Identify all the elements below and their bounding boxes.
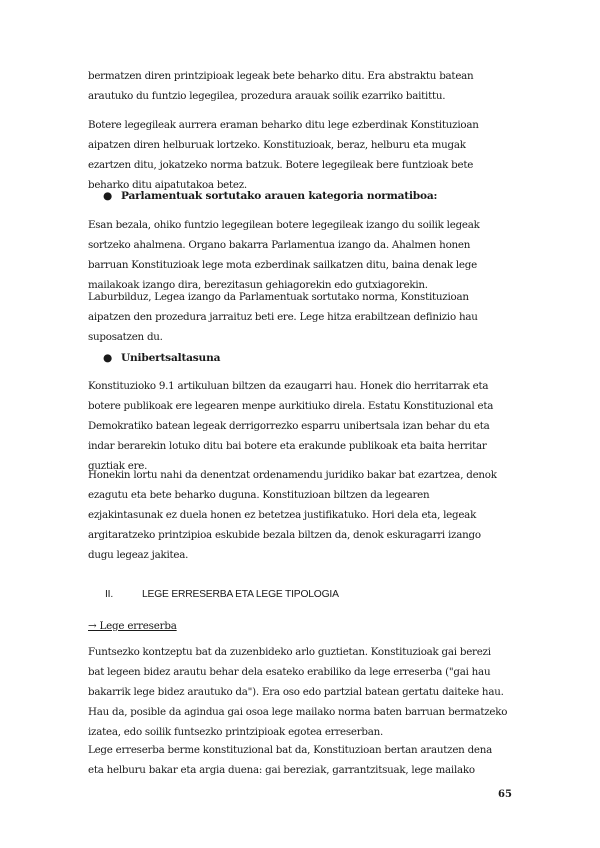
- page-number: 65: [498, 789, 512, 800]
- text-line: barruan Konstituzioak lege mota ezberdinak sailkatzen ditu, baina denak lege: [88, 259, 477, 271]
- paragraph-6: [88, 465, 518, 565]
- bullet-item-unibertsaltasuna: [103, 348, 220, 368]
- text-line: aipatzen den prozedura jarraituz beti ere. Lege hitza erabiltzean definizio hau: [88, 311, 478, 323]
- paragraph-8: [88, 740, 518, 780]
- text-line: izatea, edo soilik funtsezko printzipioak egotea erreserban.: [88, 726, 384, 738]
- text-line: Demokratiko batean legeak derrigorrezko esparru unibertsala izan behar du eta: [88, 420, 490, 432]
- text-line: Laburbilduz, Legea izango da Parlamentuak sortutako norma, Konstituzioan: [88, 291, 469, 303]
- text-line: beharko ditu aipatutakoa betez.: [88, 179, 247, 191]
- paragraph-4: [88, 287, 518, 347]
- text-line: botere publikoak ere legearen menpe aurkitiuko direla. Estatu Konstituzional eta: [88, 400, 494, 412]
- text-line: sortzeko ahalmena. Organo bakarra Parlamentua izango da. Ahalmen honen: [88, 239, 471, 251]
- paragraph-5: [88, 376, 518, 476]
- paragraph-7: [88, 642, 518, 742]
- bullet-dot-icon: ●: [103, 352, 113, 364]
- paragraph-3: [88, 215, 518, 295]
- paragraph-1: [88, 66, 518, 106]
- text-line: bat legeen bidez arautu behar dela esateko erabiliko da lege erreserba ("gai hau: [88, 666, 491, 678]
- text-line: bakarrik lege bidez arautuko da"). Era oso edo partzial batean gertatu daiteke hau.: [88, 686, 504, 698]
- text-line: arautuko du funtzio legegilea, prozedura arauak soilik ezarriko baitittu.: [88, 90, 446, 102]
- text-line: bermatzen diren printzipioak legeak bete beharko ditu. Era abstraktu batean: [88, 70, 474, 82]
- text-line: ezjakintasunak ez duela honen ez betetzea justifikatuko. Hori dela eta, legeak: [88, 509, 477, 521]
- bullet-item-categoria: [103, 186, 437, 206]
- text-line: eta helburu bakar eta argia duena: gai bereziak, garrantzitsuak, lege mailako: [88, 764, 475, 776]
- text-line: Esan bezala, ohiko funtzio legegilean botere legegileak izango du soilik legeak: [88, 219, 480, 231]
- paragraph-2: [88, 115, 518, 195]
- text-line: Hau da, posible da agindua gai osoa lege mailako norma baten barruan bermatzeko: [88, 706, 508, 718]
- text-line: indar berarekin lotuko ditu bai botere eta erakunde publikoak eta baita herritar: [88, 440, 487, 452]
- text-line: ezartzen ditu, jokatzeko norma batzuk. Botere legegileak bere funtzioak bete: [88, 159, 474, 171]
- text-line: ezagutu eta bete beharko duguna. Konstituzioan biltzen da legearen: [88, 489, 430, 501]
- text-line: Funtsezko kontzeptu bat da zuzenbideko arlo guztietan. Konstituzioak gai berezi: [88, 646, 491, 658]
- section-number: II.: [105, 589, 113, 600]
- text-line: Lege erreserba berme konstituzional bat da, Konstituzioan bertan arautzen dena: [88, 744, 493, 756]
- bullet-label: Parlamentuak sortutako arauen kategoria normatiboa:: [121, 190, 438, 202]
- section-title: LEGE ERRESERBA ETA LEGE TIPOLOGIA: [142, 589, 339, 600]
- bullet-label: Unibertsaltasuna: [121, 352, 221, 364]
- bullet-dot-icon: ●: [103, 190, 113, 202]
- text-line: Konstituzioko 9.1 artikuluan biltzen da ezaugarri hau. Honek dio herritarrak eta: [88, 380, 489, 392]
- text-line: Botere legegileak aurrera eraman beharko ditu lege ezberdinak Konstituzioan: [88, 119, 479, 131]
- text-line: mailakoak izango dira, berezitasun gehiagorekin edo gutxiagorekin.: [88, 279, 428, 291]
- text-line: dugu legeaz jakitea.: [88, 549, 189, 561]
- text-line: argitaratzeko printzipioa eskubide bezala biltzen da, denok eskuragarri izango: [88, 529, 481, 541]
- subheading-lege-erreserba: → Lege erreserba: [88, 620, 177, 632]
- section-heading: [105, 585, 339, 605]
- text-line: guztiak ere.: [88, 460, 148, 472]
- text-line: aipatzen diren helburuak lortzeko. Konstituzioak, beraz, helburu eta mugak: [88, 139, 466, 151]
- text-line: suposatzen du.: [88, 331, 163, 343]
- text-line: Honekin lortu nahi da denentzat ordenamendu juridiko bakar bat ezartzea, denok: [88, 469, 497, 481]
